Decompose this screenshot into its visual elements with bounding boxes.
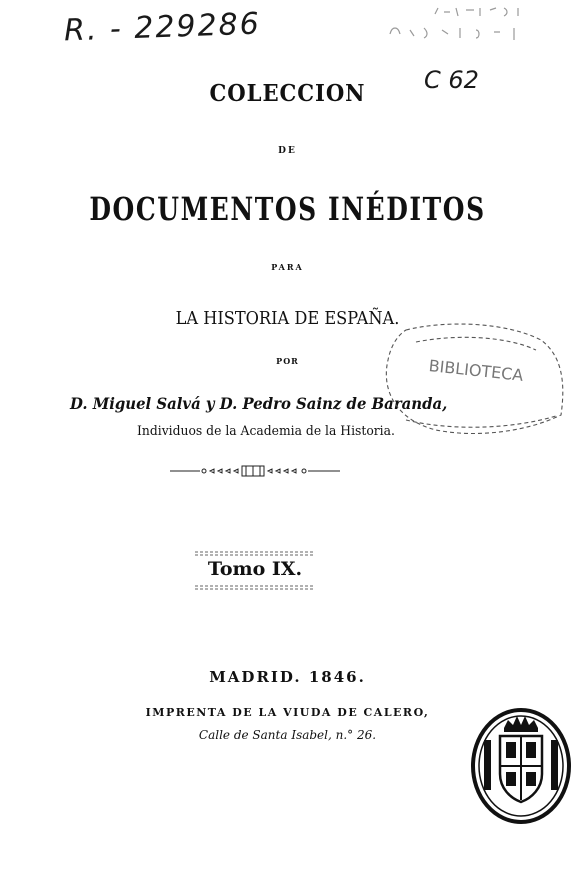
volume-label: Tomo IX. [207, 558, 303, 580]
library-stamp-text: BIBLIOTECA [427, 356, 525, 385]
title-para: PARA [271, 262, 304, 272]
title-subject: LA HISTORIA DE ESPAÑA. [175, 308, 400, 329]
royal-seal-stamp [470, 706, 572, 824]
imprint-address: Calle de Santa Isabel, n.° 26. [198, 728, 377, 742]
imprint-printer: IMPRENTA DE LA VIUDA DE CALERO, [145, 706, 430, 719]
volume-box [195, 548, 315, 596]
handwritten-shelfmark: R. - 229286 [63, 6, 262, 49]
ornament-divider [170, 464, 340, 478]
main-title: DOCUMENTOS INÉDITOS [89, 190, 486, 228]
handwritten-call-number: C 62 [424, 66, 479, 94]
affiliation-line: Individuos de la Academia de la Historia. [137, 424, 395, 439]
authors-line: D. Miguel Salvá y D. Pedro Sainz de Baranda, [70, 394, 448, 413]
title-de: DE [278, 146, 297, 156]
title-por: POR [276, 356, 299, 366]
library-stamp [376, 320, 571, 440]
faint-pencil-marks [380, 4, 540, 52]
title-coleccion: COLECCION [209, 80, 366, 107]
imprint-city-year: MADRID. 1846. [209, 668, 366, 686]
